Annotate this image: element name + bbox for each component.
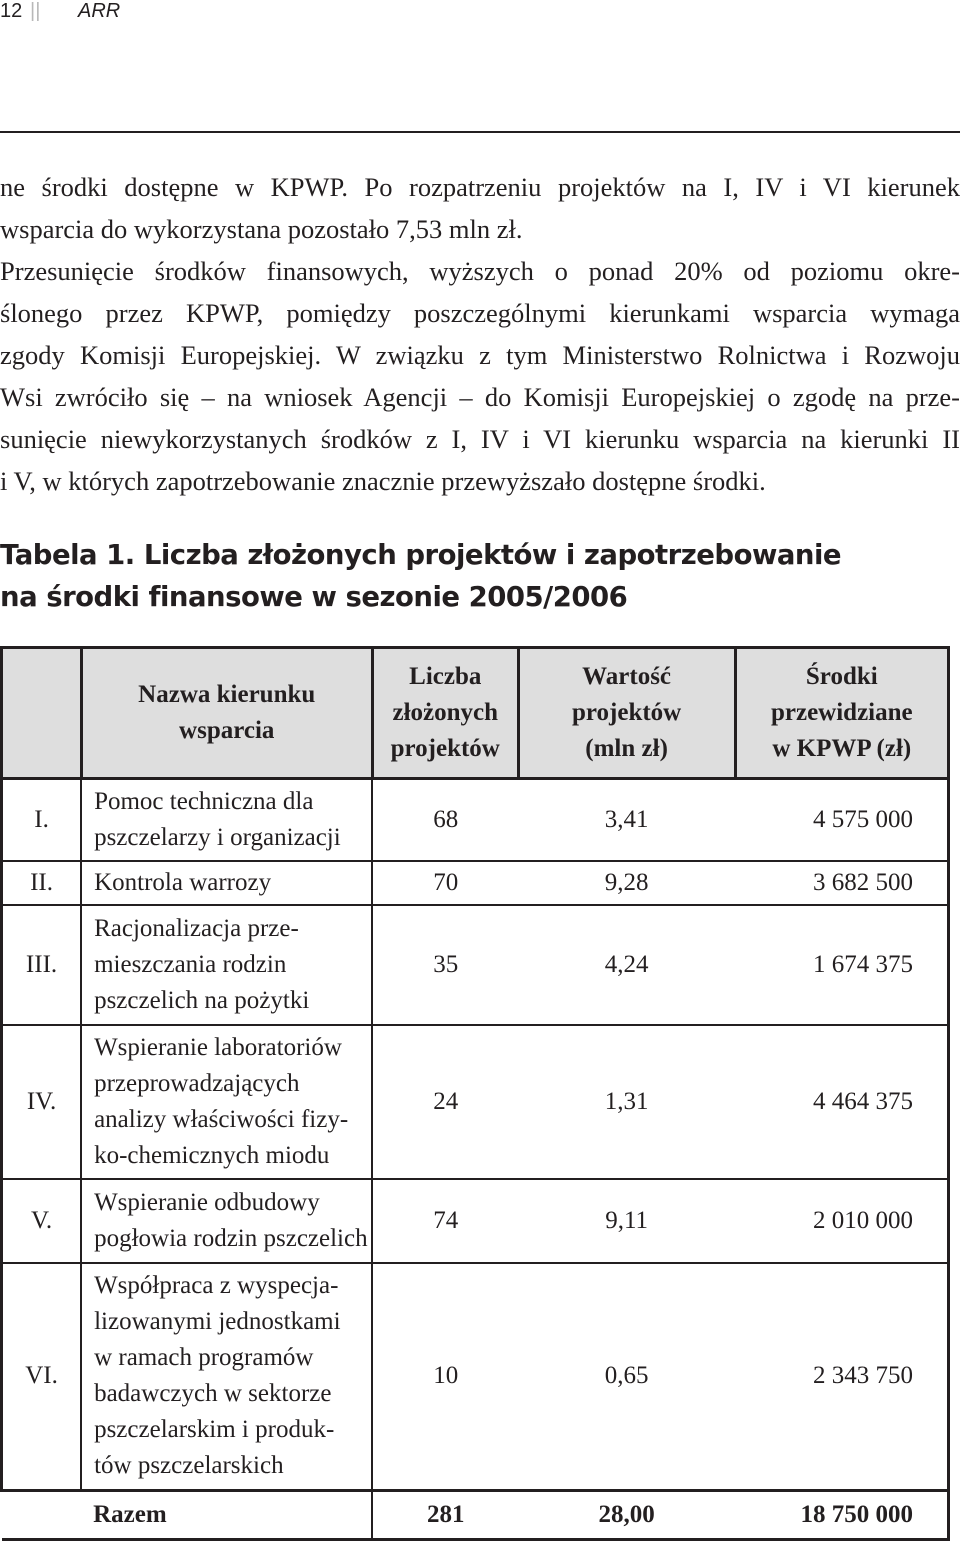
table-row — [2, 1179, 949, 1263]
row-name — [81, 905, 372, 1025]
running-title: ARR — [78, 0, 121, 22]
row-name-line: Współpraca z wyspecja- — [94, 1272, 339, 1300]
header-text: Środki — [805, 663, 878, 690]
header-cell-name — [81, 648, 372, 779]
table-row — [2, 1263, 949, 1491]
paragraph-line: sunięcie niewykorzystanych środków z I, IV i VI kierunku wsparcia na kierunki II — [0, 424, 960, 454]
total-label: Razem — [81, 1491, 372, 1540]
row-name-line: pszczelarzy i organizacji — [94, 823, 341, 851]
row-roman: I. — [2, 779, 82, 861]
header-text: w KPWP (zł) — [772, 735, 912, 762]
row-count: 70 — [372, 861, 518, 905]
row-funds: 4 575 000 — [735, 779, 948, 861]
paragraph-line: i V, w których zapotrzebowanie znacznie przewyższało dostępne środki. — [0, 466, 766, 496]
header-text: projektów — [390, 735, 500, 762]
page-number: 12 — [0, 0, 23, 22]
header-text: przewidziane — [770, 699, 913, 726]
header-rule — [0, 131, 960, 133]
row-name — [81, 1025, 372, 1179]
table-row — [2, 779, 949, 861]
row-name-line: przeprowadzających — [94, 1069, 300, 1097]
row-value: 0,65 — [518, 1263, 735, 1491]
row-name-line: Kontrola warrozy — [94, 868, 272, 896]
row-funds: 4 464 375 — [735, 1025, 948, 1179]
page-header — [0, 0, 960, 28]
row-count: 35 — [372, 905, 518, 1025]
paragraph-1 — [0, 166, 960, 250]
row-name-line: Wspieranie laboratoriów — [94, 1033, 342, 1061]
row-name-line: mieszczania rodzin — [94, 950, 287, 978]
row-name — [81, 1263, 372, 1491]
row-name — [81, 861, 372, 905]
table-header-row — [2, 648, 949, 779]
total-funds: 18 750 000 — [735, 1491, 948, 1540]
caption-line-2: na środki finansowe w sezonie 2005/2006 — [0, 581, 628, 613]
row-name-line: pogłowia rodzin pszczelich — [94, 1224, 368, 1252]
paragraph-line: Wsi zwróciło się – na wniosek Agencji – do Komisji Europejskiej o zgodę na prze- — [0, 382, 960, 412]
header-text: wsparcia — [179, 717, 275, 744]
row-value: 1,31 — [518, 1025, 735, 1179]
row-funds: 2 343 750 — [735, 1263, 948, 1491]
row-name — [81, 779, 372, 861]
paragraph-line: ne środki dostępne w KPWP. Po rozpatrzeniu projektów na I, IV i VI kierunek — [0, 172, 960, 202]
paragraph-2 — [0, 250, 960, 502]
row-name-line: Pomoc techniczna dla — [94, 787, 314, 815]
row-name-line: badawczych w sektorze — [94, 1380, 332, 1408]
header-text: Liczba — [409, 663, 482, 690]
paragraph-line: Przesunięcie środków finansowych, wyższych o ponad 20% od poziomu okre- — [0, 256, 960, 286]
row-name-line: ko-chemicznych miodu — [94, 1141, 330, 1169]
header-text: złożonych — [392, 699, 499, 726]
row-count: 24 — [372, 1025, 518, 1179]
row-roman: III. — [2, 905, 82, 1025]
row-name-line: analizy właściwości fizy- — [94, 1105, 349, 1133]
data-table — [0, 646, 950, 1541]
row-roman: IV. — [2, 1025, 82, 1179]
row-value: 4,24 — [518, 905, 735, 1025]
header-text: projektów — [571, 699, 682, 726]
header-text: (mln zł) — [585, 735, 668, 762]
header-cell-value — [518, 648, 735, 779]
paragraph-line: zgody Komisji Europejskiej. W związku z tym Ministerstwo Rolnictwa i Rozwoju — [0, 340, 960, 370]
row-funds: 2 010 000 — [735, 1179, 948, 1263]
table-row — [2, 861, 949, 905]
row-roman: VI. — [2, 1263, 82, 1491]
row-name-line: Wspieranie odbudowy — [94, 1188, 320, 1216]
header-text: Wartość — [582, 663, 672, 690]
row-funds: 1 674 375 — [735, 905, 948, 1025]
row-name — [81, 1179, 372, 1263]
table-total-row — [2, 1491, 949, 1540]
row-name-line: pszczelarskim i produk- — [94, 1416, 335, 1444]
row-value: 3,41 — [518, 779, 735, 861]
paragraph-line: ślonego przez KPWP, pomiędzy poszczególnymi kierunkami wsparcia wymaga — [0, 298, 960, 328]
table-row — [2, 1025, 949, 1179]
row-count: 10 — [372, 1263, 518, 1491]
row-name-line: Racjonalizacja prze- — [94, 914, 299, 942]
row-name-line: lizowanymi jednostkami — [94, 1308, 341, 1336]
row-name-line: pszczelich na pożytki — [94, 986, 310, 1014]
row-funds: 3 682 500 — [735, 861, 948, 905]
row-name-line: w ramach programów — [94, 1344, 314, 1372]
total-value: 28,00 — [518, 1491, 735, 1540]
header-separator: || — [30, 0, 41, 22]
table-row — [2, 905, 949, 1025]
paragraph-line: wsparcia do wykorzystana pozostało 7,53 mln zł. — [0, 214, 523, 244]
caption-line-1: Tabela 1. Liczba złożonych projektów i zapotrzebowanie — [0, 539, 842, 571]
header-cell-empty — [2, 648, 82, 779]
total-empty-cell — [2, 1491, 82, 1540]
row-count: 68 — [372, 779, 518, 861]
row-roman: V. — [2, 1179, 82, 1263]
row-value: 9,28 — [518, 861, 735, 905]
header-text: Nazwa kierunku — [138, 681, 316, 708]
total-count: 281 — [372, 1491, 518, 1540]
row-count: 74 — [372, 1179, 518, 1263]
row-value: 9,11 — [518, 1179, 735, 1263]
row-roman: II. — [2, 861, 82, 905]
header-cell-funds — [735, 648, 948, 779]
header-cell-count — [372, 648, 518, 779]
row-name-line: tów pszczelarskich — [94, 1452, 284, 1480]
table-caption — [0, 534, 960, 618]
